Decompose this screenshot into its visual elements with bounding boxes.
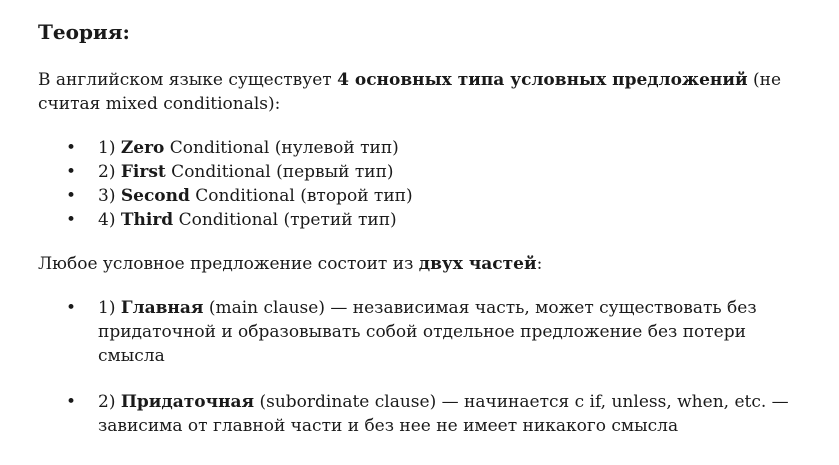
list-item-first-conditional [38, 160, 818, 184]
list-item-number: 2) [98, 162, 121, 182]
list-item-bold: First [120, 162, 166, 182]
intro-text-start: В английском языке существует [38, 70, 338, 90]
list-item-number: 3) [98, 186, 121, 206]
list-item-zero-conditional [38, 136, 818, 160]
intro-text-end: (не считая mixed conditionals): [38, 70, 782, 114]
list-item-text: Conditional (третий тип) [173, 210, 397, 230]
parts-intro-text-end: : [536, 254, 543, 274]
list-item-main-clause [38, 296, 798, 368]
parts-intro-paragraph [38, 252, 818, 276]
bullet-icon: • [66, 298, 77, 318]
document-page [38, 18, 818, 438]
list-item-second-conditional [38, 184, 818, 208]
list-item-text: Conditional (нулевой тип) [164, 138, 399, 158]
bullet-icon: • [66, 186, 77, 206]
intro-bold-phrase: 4 основных типа условных предложений [337, 70, 748, 90]
list-item-text: Conditional (второй тип) [189, 186, 413, 206]
list-item-number: 2) [98, 392, 121, 412]
list-item-bold: Zero [120, 138, 165, 158]
clause-parts-list [38, 296, 818, 438]
list-item-bold: Second [120, 186, 190, 206]
parts-intro-text-start: Любое условное предложение состоит из [38, 254, 419, 274]
list-item-text: (main clause) — независимая часть, может существовать без придаточной и образовывать собой отдельное предложение без потери смысла [98, 298, 757, 366]
list-item-bold: Главная [120, 298, 204, 318]
list-item-bold: Придаточная [120, 392, 255, 412]
conditional-types-list [38, 136, 818, 232]
list-item-number: 1) [98, 138, 121, 158]
intro-paragraph [38, 68, 818, 116]
bullet-icon: • [66, 392, 77, 412]
list-item-third-conditional [38, 208, 818, 232]
bullet-icon: • [66, 162, 77, 182]
parts-intro-bold-phrase: двух частей [418, 254, 537, 274]
section-heading: Теория: [38, 20, 130, 44]
list-item-number: 4) [98, 210, 121, 230]
list-item-subordinate-clause [38, 390, 798, 438]
bullet-icon: • [66, 138, 77, 158]
list-item-bold: Third [120, 210, 174, 230]
bullet-icon: • [66, 210, 77, 230]
list-item-text: Conditional (первый тип) [165, 162, 394, 182]
list-item-text: (subordinate clause) — начинается с if, unless, when, etc. — зависима от главной части и без нее не имеет никакого смысла [98, 392, 789, 436]
list-item-number: 1) [98, 298, 121, 318]
